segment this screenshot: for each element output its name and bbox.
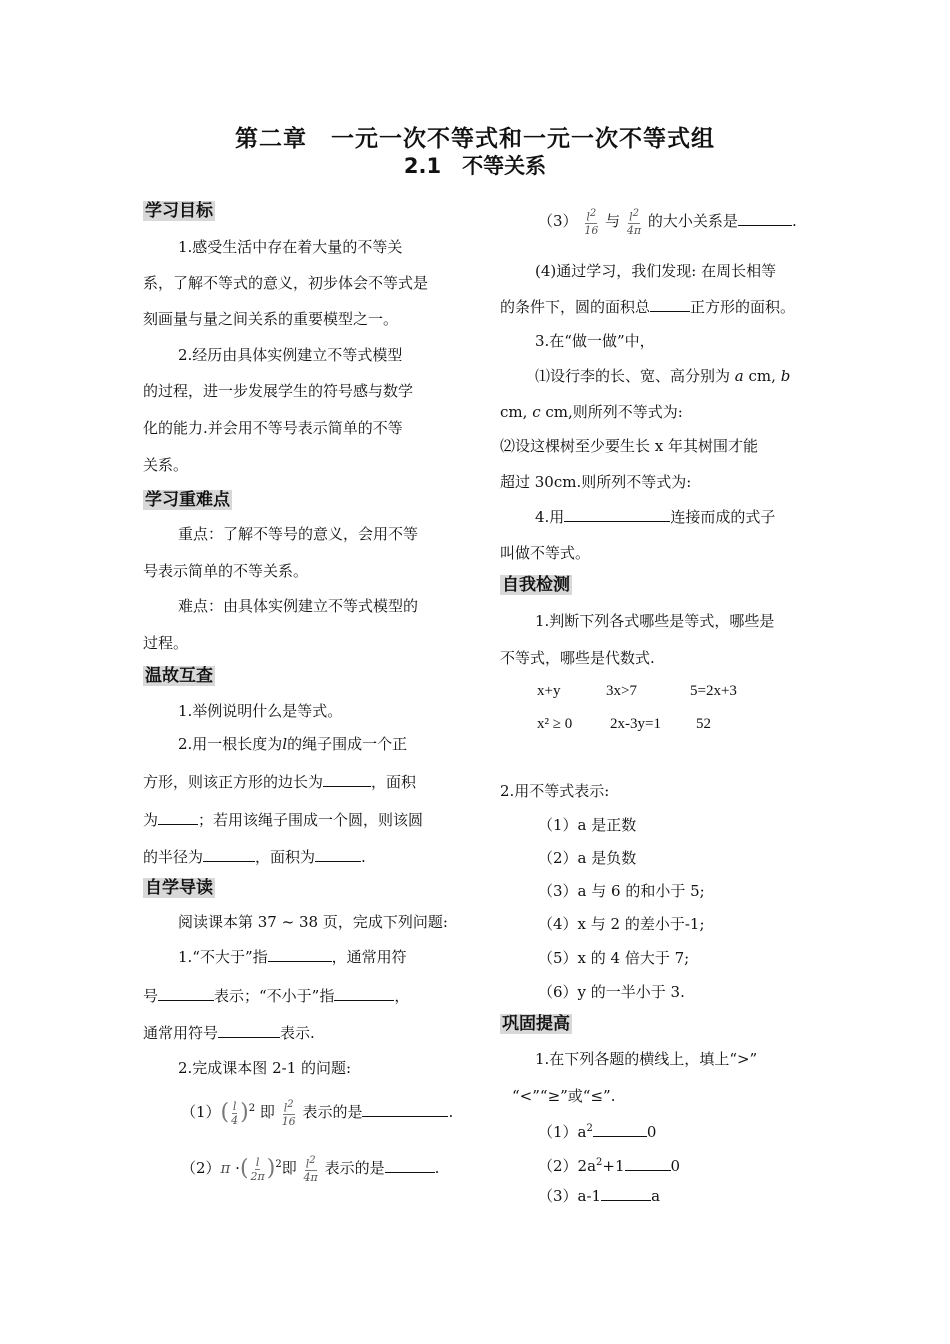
frac-l2-over-16-b: $\frac{l^2}{16}$: [584, 207, 599, 238]
self2-item4: （4）x 与 2 的差小于-1;: [538, 915, 705, 933]
do3-intro: 3.在“做一做”中，: [535, 332, 655, 350]
blank-not-greater[interactable]: [268, 947, 332, 962]
blank-q3[interactable]: [738, 211, 792, 226]
do4-line2: 叫做不等式。: [500, 544, 591, 562]
goal2-line1: 2.经历由具体实例建立不等式模型: [178, 346, 403, 364]
blank-circle-area[interactable]: [315, 847, 361, 862]
self1-line1: 1.判断下列各式哪些是等式，哪些是: [535, 612, 775, 630]
self-heading: 自我检测: [502, 575, 570, 595]
blank-c1[interactable]: [593, 1122, 647, 1137]
key-line1: 重点：了解不等号的意义，会用不等: [178, 525, 419, 543]
goal1-line3: 刻画量与量之间关系的重要模型之一。: [143, 310, 399, 328]
goals-heading: 学习目标: [145, 201, 213, 221]
section-title: 2.1 不等关系: [403, 154, 547, 178]
chapter-title: 第二章 一元一次不等式和一元一次不等式组: [235, 126, 715, 152]
review-item2-line3: 为 ；若用该绳子围成一个圆，则该圆: [143, 811, 424, 829]
blank-square-area[interactable]: [158, 810, 198, 825]
do3-part2-line1: ⑵设这棵树至少要生长 x 年其树围才能: [500, 437, 758, 455]
frac-l2-over-16: $\frac{l^2}{16}$: [281, 1098, 296, 1129]
diff-line1: 难点：由具体实例建立不等式模型的: [178, 597, 419, 615]
do3-part1-line2: cm, c cm,则所列不等式为:: [500, 403, 683, 421]
blank-q4[interactable]: [650, 297, 690, 312]
guide2: 2.完成课本图 2-1 的问题:: [178, 1059, 352, 1077]
frac-l2-over-4pi: $\frac{l^2}{4\pi}$: [303, 1154, 318, 1185]
expr-r2c2: 2x-3y=1: [610, 716, 661, 732]
expr-r1c2: 3x>7: [606, 683, 637, 699]
q4-line1: (4)通过学习，我们发现: 在周长相等: [535, 262, 777, 280]
frac-l2-over-4pi-b: $\frac{l^2}{4\pi}$: [626, 207, 642, 238]
guide-intro: 阅读课本第 37 ~ 38 页，完成下列问题:: [178, 913, 448, 931]
review-item1: 1.举例说明什么是等式。: [178, 702, 343, 720]
question2: （2）π ·( $\frac{l}{2\pi}$ )$^2$即 $\frac{l^2}{4\pi}$ 表示的是 .: [181, 1154, 440, 1185]
goal1-line2: 系，了解不等式的意义，初步体会不等式是: [143, 274, 429, 292]
consol1-line2: “<”“≥”或“≤”.: [512, 1087, 616, 1105]
self1-line2: 不等式，哪些是代数式.: [500, 649, 655, 667]
consol-item2: $(2)2a^2+1$ 0: [538, 1157, 681, 1175]
do3-part1-line1: ⑴设行李的长、宽、高分别为 a cm, b: [535, 367, 791, 385]
guide1-line3: 通常用符号 表示.: [143, 1024, 315, 1042]
self2-intro: 2.用不等式表示:: [500, 782, 610, 800]
blank-not-less[interactable]: [334, 986, 394, 1001]
diff-line2: 过程。: [143, 634, 189, 652]
guide1-line2: 号 表示；“不小于”指 ，: [143, 987, 410, 1005]
self2-item1: （1）a 是正数: [538, 816, 637, 834]
expr-r2c3: 52: [696, 716, 711, 732]
blank-symbol-le[interactable]: [158, 986, 214, 1001]
goal2-line4: 关系。: [143, 456, 189, 474]
expr-r1c1: x+y: [537, 683, 561, 699]
guide-heading: 自学导读: [145, 878, 213, 898]
blank-do4[interactable]: [564, 507, 670, 522]
goal2-line2: 的过程，进一步发展学生的符号感与数学: [143, 382, 414, 400]
blank-c3[interactable]: [601, 1186, 651, 1201]
consol-item3: （3）a-1 a: [538, 1187, 661, 1205]
key-heading: 学习重难点: [145, 490, 230, 510]
review-item2-line4: 的半径为 ，面积为 .: [143, 848, 366, 866]
frac-l-over-4: $\frac{l}{4}$: [231, 1099, 239, 1127]
goal2-line3: 化的能力.并会用不等号表示简单的不等: [143, 419, 403, 437]
blank-c2[interactable]: [625, 1156, 671, 1171]
blank-radius[interactable]: [203, 847, 255, 862]
blank-q2[interactable]: [385, 1158, 435, 1173]
key-line2: 号表示简单的不等关系。: [143, 562, 309, 580]
self2-item5: （5）x 的 4 倍大于 7;: [538, 949, 690, 967]
frac-l-over-2pi: $\frac{l}{2\pi}$: [250, 1155, 265, 1183]
review-heading: 温故互查: [145, 666, 213, 686]
goal1-line1: 1.感受生活中存在着大量的不等关: [178, 238, 403, 256]
consol-heading: 巩固提高: [502, 1014, 570, 1034]
do3-part2-line2: 超过 30cm.则所列不等式为:: [500, 473, 692, 491]
consol1-line1: 1.在下列各题的横线上，填上“>”: [535, 1050, 758, 1068]
expr-r1c3: 5=2x+3: [690, 683, 737, 699]
blank-side-length[interactable]: [323, 772, 371, 787]
blank-q1[interactable]: [362, 1102, 448, 1117]
self2-item2: （2）a 是负数: [538, 849, 637, 867]
guide1-line1: 1.“不大于”指 ，通常用符: [178, 948, 407, 966]
consol-item1: $(1)a^2$ 0: [538, 1123, 657, 1141]
blank-symbol-ge[interactable]: [218, 1023, 280, 1038]
do4-line1: 4.用 连接而成的式子: [535, 508, 776, 526]
self2-item6: （6）y 的一半小于 3.: [538, 983, 685, 1001]
self2-item3: （3）a 与 6 的和小于 5;: [538, 882, 705, 900]
question1: （1）( $\frac{l}{4}$ )$^2$ 即 $\frac{l^2}{16}$ 表示的是 .: [181, 1098, 454, 1129]
q4-line2: 的条件下，圆的面积总 正方形的面积。: [500, 298, 796, 316]
review-item2-line2: 方形，则该正方形的边长为 ，面积: [143, 773, 417, 791]
expr-r2c1: x² ≥ 0: [537, 716, 573, 732]
review-item2-line1: 2.用一根长度为l的绳子围成一个正: [178, 735, 408, 753]
question3: （3） $\frac{l^2}{16}$ 与 $\frac{l^2}{4\pi}$ 的大小关系是 .: [538, 207, 797, 238]
